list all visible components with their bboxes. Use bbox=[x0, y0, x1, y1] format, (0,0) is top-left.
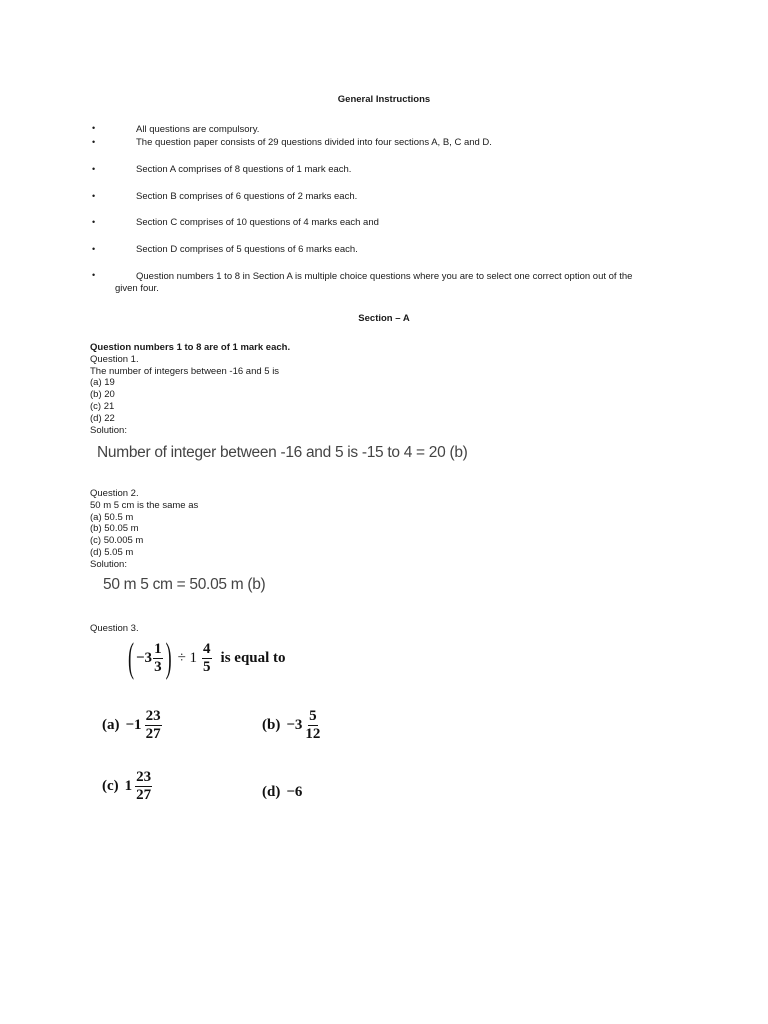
question-label: Question 2. bbox=[90, 488, 139, 499]
general-instructions-title: General Instructions bbox=[337, 94, 431, 105]
expr-whole: −3 bbox=[136, 650, 153, 666]
instruction-item: The question paper consists of 29 questions divided into four sections A, B, C and D. bbox=[136, 137, 492, 148]
section-intro: Question numbers 1 to 8 are of 1 mark each. bbox=[90, 342, 291, 353]
denominator: 5 bbox=[203, 659, 211, 675]
numerator: 1 bbox=[154, 641, 162, 657]
option-b: (b) 50.05 m bbox=[90, 523, 139, 535]
numerator: 23 bbox=[145, 708, 161, 724]
option-whole: −1 bbox=[125, 717, 142, 733]
question-label: Question 1. bbox=[90, 353, 139, 365]
option-b: (b) 20 bbox=[90, 389, 115, 401]
bullet-icon: • bbox=[92, 123, 96, 133]
bullet-icon: • bbox=[92, 270, 96, 280]
q3-option-c bbox=[102, 770, 153, 803]
solution-label: Solution: bbox=[90, 558, 127, 570]
solution-text: 50 m 5 cm = 50.05 m (b) bbox=[103, 576, 266, 593]
question-1-block bbox=[90, 342, 290, 436]
instruction-item-continuation: given four. bbox=[115, 283, 159, 294]
denominator: 3 bbox=[154, 659, 162, 675]
fraction bbox=[305, 709, 320, 742]
fraction bbox=[202, 642, 212, 675]
bullet-icon: • bbox=[92, 244, 96, 254]
option-d: (d) 5.05 m bbox=[90, 546, 134, 558]
numerator: 23 bbox=[136, 769, 152, 785]
numerator: 5 bbox=[309, 708, 317, 724]
option-value: −6 bbox=[286, 784, 303, 800]
bullet-icon: • bbox=[92, 164, 96, 174]
solution-label: Solution: bbox=[90, 424, 127, 436]
fraction bbox=[153, 642, 163, 675]
right-paren: ) bbox=[165, 634, 172, 681]
fraction bbox=[135, 770, 152, 803]
question-text: 50 m 5 cm is the same as bbox=[90, 499, 199, 511]
option-d: (d) 22 bbox=[90, 412, 115, 424]
option-label: (b) bbox=[262, 717, 281, 733]
option-label: (c) bbox=[102, 778, 119, 794]
bullet-icon: • bbox=[92, 191, 96, 201]
expr-tail: is equal to bbox=[220, 650, 286, 666]
left-paren: ( bbox=[128, 634, 134, 681]
solution-text: Number of integer between -16 and 5 is -15 to 4 = 20 (b) bbox=[97, 444, 468, 461]
numerator: 4 bbox=[203, 641, 211, 657]
question-2-block bbox=[90, 488, 198, 571]
option-a: (a) 19 bbox=[90, 377, 115, 389]
question-text: The number of integers between -16 and 5 is bbox=[90, 365, 280, 377]
bullet-icon: • bbox=[92, 217, 96, 227]
option-whole: −3 bbox=[286, 717, 303, 733]
divide-operator: ÷ 1 bbox=[177, 650, 198, 666]
instruction-item: All questions are compulsory. bbox=[136, 124, 260, 135]
option-c: (c) 21 bbox=[90, 400, 115, 412]
instruction-item: Section D comprises of 5 questions of 6 marks each. bbox=[136, 244, 358, 255]
fraction bbox=[145, 709, 162, 742]
q3-option-b bbox=[262, 709, 321, 742]
instruction-item: Section C comprises of 10 questions of 4 marks each and bbox=[136, 217, 379, 228]
option-label: (d) bbox=[262, 784, 281, 800]
q3-option-a bbox=[102, 709, 163, 742]
q3-option-d bbox=[262, 784, 302, 801]
denominator: 27 bbox=[145, 726, 161, 742]
instruction-item: Question numbers 1 to 8 in Section A is multiple choice questions where you are to select one correct option out of the bbox=[136, 271, 633, 282]
denominator: 27 bbox=[136, 787, 152, 803]
instruction-item: Section A comprises of 8 questions of 1 mark each. bbox=[136, 164, 352, 175]
question-label: Question 3. bbox=[90, 623, 139, 634]
denominator: 12 bbox=[305, 726, 321, 742]
bullet-icon: • bbox=[92, 137, 96, 147]
option-a: (a) 50.5 m bbox=[90, 511, 134, 523]
option-label: (a) bbox=[102, 717, 120, 733]
instruction-item: Section B comprises of 6 questions of 2 marks each. bbox=[136, 191, 358, 202]
option-whole: 1 bbox=[124, 778, 133, 794]
question-3-expression bbox=[126, 634, 286, 681]
option-c: (c) 50.005 m bbox=[90, 535, 144, 547]
section-heading: Section – A bbox=[358, 313, 410, 324]
